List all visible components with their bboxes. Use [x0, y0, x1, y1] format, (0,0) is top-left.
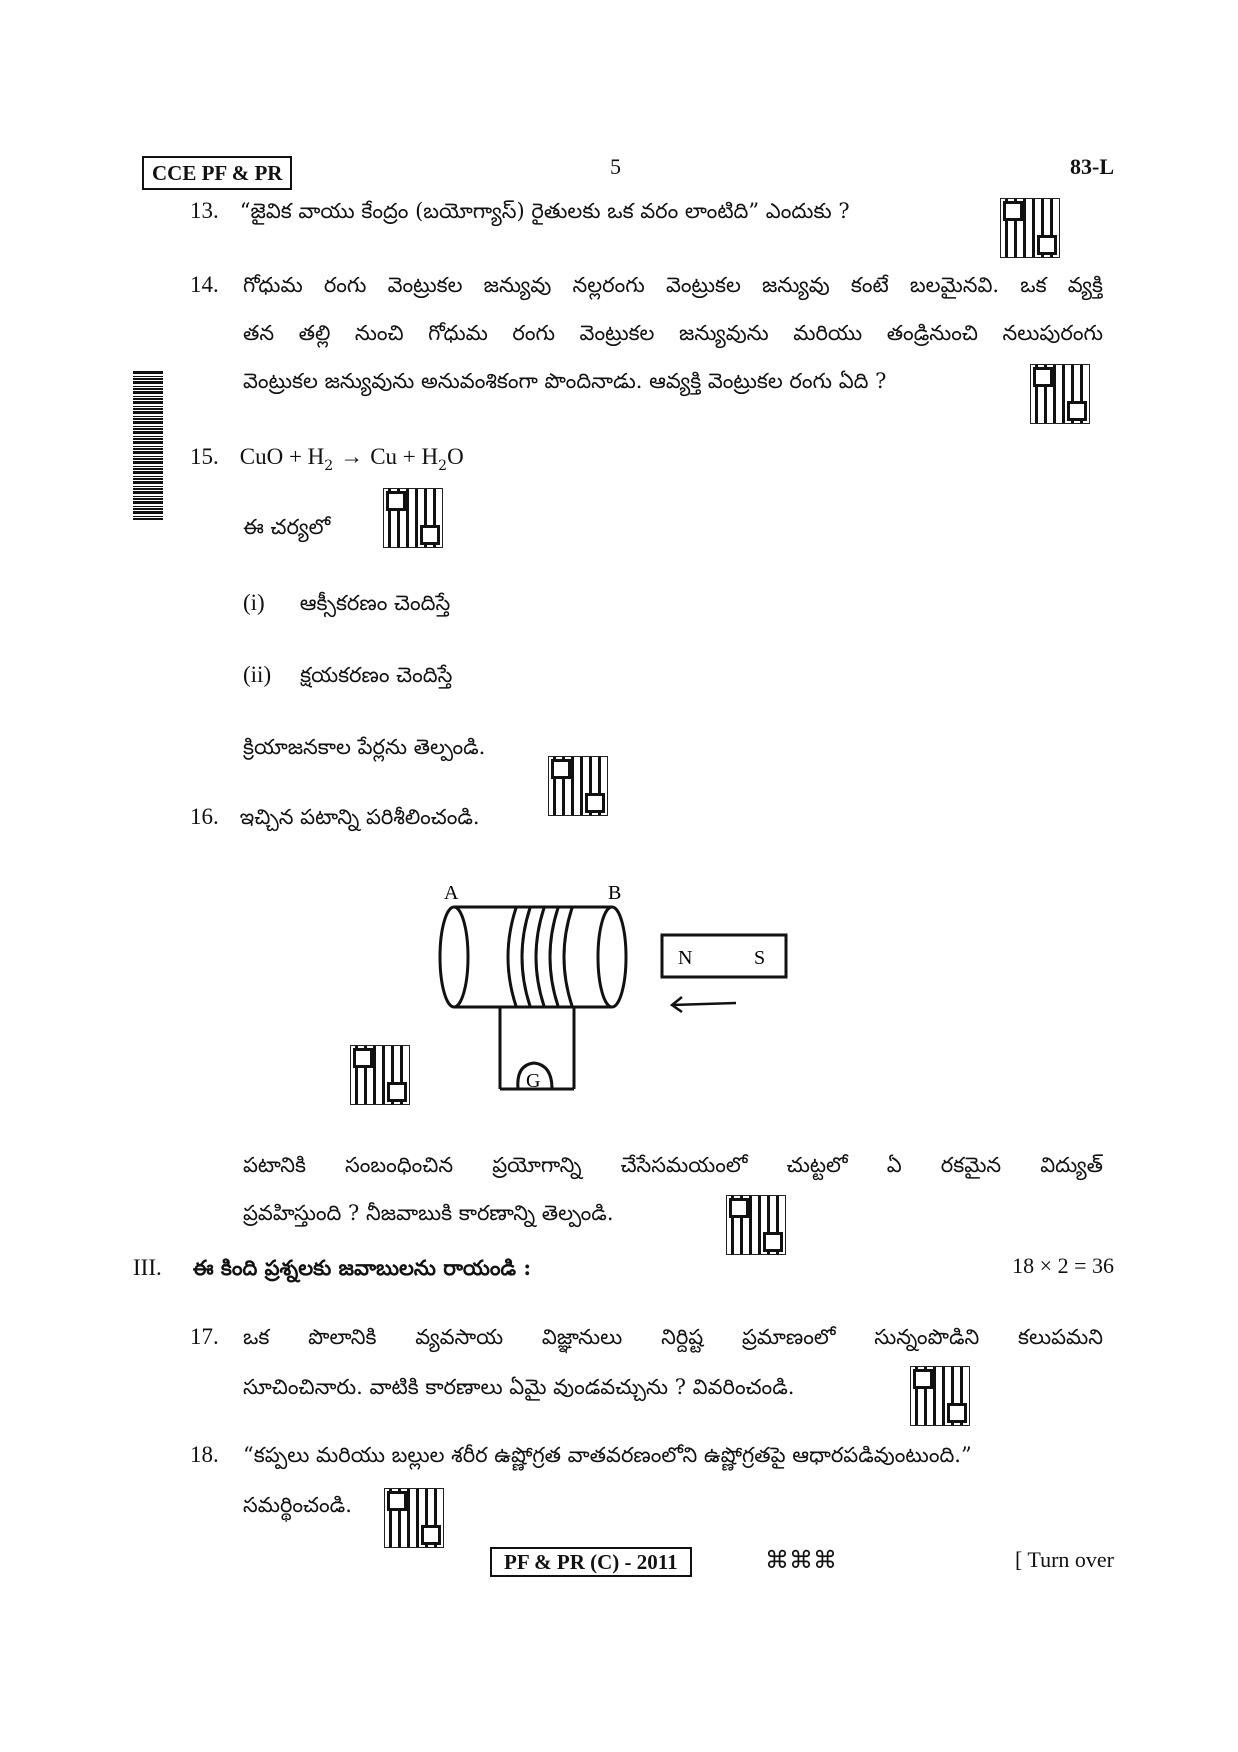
question-14-line-1: గోధుమ రంగు వెంట్రుకల జన్యువు నల్లరంగు వెంట్రుకల జన్యువు కంటే బలమైనవి. ఒక వ్యక్తి	[243, 273, 1103, 297]
qr-code	[384, 1488, 444, 1548]
qr-code	[548, 756, 608, 816]
footer-ornament: ⌘⌘⌘	[765, 1546, 837, 1574]
section-marks: 18 × 2 = 36	[1012, 1253, 1114, 1278]
coil-windings	[508, 908, 572, 1006]
question-number: 13.	[190, 198, 219, 223]
question-18-line-2: సమర్థించండి.	[243, 1493, 352, 1517]
galvanometer	[518, 1063, 552, 1092]
label-g: G	[526, 1070, 541, 1092]
question-14-line-2: తన తల్లి నుంచి గోధుమ రంగు వెంట్రుకల జన్యువును మరియు తండ్రినుంచి నలుపురంగు	[243, 321, 1103, 345]
part-label: (ii)	[243, 662, 272, 687]
question-16-paragraph-line-2: ప్రవహిస్తుంది ? నీజవాబుకి కారణాన్ని తెల్పండి.	[243, 1201, 614, 1225]
question-text: “జైవిక వాయు కేంద్రం (బయోగ్యాస్) రైతులకు ఒక వరం లాంటిది” ఎందుకు ?	[239, 199, 850, 223]
direction-arrow	[672, 997, 736, 1012]
question-17-line-1: ఒక పొలానికి వ్యవసాయ విజ్ఞానులు నిర్దిష్ట ప్రమాణంలో సున్నంపొడిని కలుపమని	[243, 1325, 1103, 1349]
series-label: CCE PF & PR	[142, 156, 292, 190]
question-text: ఇచ్చిన పటాన్ని పరిశీలించండి.	[239, 805, 480, 829]
question-17-number	[190, 1322, 219, 1353]
question-15-part-ii	[243, 660, 452, 691]
section-iii-heading	[133, 1253, 531, 1284]
question-14-line-3: వెంట్రుకల జన్యువును అనువంశికంగా పొందినాడు. ఆవ్యక్తి వెంట్రుకల రంగు ఏది ?	[243, 369, 887, 393]
coil-cylinder	[440, 907, 626, 1007]
equation-products-tail: O	[447, 444, 464, 469]
question-15-intro: ఈ చర్యలో	[243, 515, 331, 539]
page-number: 5	[610, 154, 621, 179]
subscript: 2	[324, 458, 334, 474]
question-17-line-2: సూచించినారు. వాటికి కారణాలు ఏమై వుండవచ్చును ? వివరించండి.	[243, 1375, 795, 1399]
equation-products: Cu + H	[370, 444, 439, 469]
label-b: B	[608, 882, 622, 904]
question-15-closing: క్రియాజనకాల పేర్లను తెల్పండి.	[243, 735, 486, 759]
question-number: 17.	[190, 1324, 219, 1349]
question-18-number	[190, 1440, 219, 1471]
footer-paper-code: PF & PR (C) - 2011	[490, 1547, 692, 1577]
question-13	[190, 196, 850, 227]
reaction-arrow: →	[340, 444, 364, 469]
subscript: 2	[438, 458, 448, 474]
part-text: ఆక్సీకరణం చెందిస్తే	[299, 591, 451, 615]
question-number: 16.	[190, 804, 219, 829]
question-number: 15.	[190, 444, 219, 469]
qr-code	[383, 488, 443, 548]
barcode	[133, 370, 163, 520]
coil-magnet-diagram	[430, 875, 810, 1105]
label-n: N	[678, 947, 693, 969]
question-14-number	[190, 270, 219, 301]
section-instruction: ఈ కింది ప్రశ్నలకు జవాబులను రాయండి :	[192, 1255, 532, 1280]
question-number: 18.	[190, 1442, 219, 1467]
bar-magnet	[662, 935, 786, 977]
qr-code	[350, 1045, 410, 1105]
question-16	[190, 802, 480, 833]
label-a: A	[444, 882, 459, 904]
equation-reactants: CuO + H	[239, 444, 325, 469]
section-number: III.	[133, 1255, 162, 1280]
label-s: S	[754, 947, 766, 969]
qr-code	[910, 1366, 970, 1426]
question-number: 14.	[190, 272, 219, 297]
question-16-paragraph-line-1: పటానికి సంబంధించిన ప్రయోగాన్ని చేసేసమయంలో చుట్టలో ఏ రకమైన విద్యుత్	[243, 1153, 1103, 1177]
question-15-part-i	[243, 588, 450, 619]
part-label: (i)	[243, 590, 265, 615]
qr-code	[1030, 364, 1090, 424]
part-text: క్షయకరణం చెందిస్తే	[300, 663, 453, 687]
turn-over-label: [ Turn over	[1014, 1547, 1114, 1572]
paper-code: 83-L	[1070, 154, 1114, 179]
question-18-line-1: “కప్పలు మరియు బల్లుల శరీర ఉష్ణోగ్రత వాతవరణంలోని ఉష్ణోగ్రతపై ఆధారపడివుంటుంది.”	[243, 1443, 972, 1467]
question-15-equation	[190, 442, 464, 481]
qr-code	[1000, 198, 1060, 258]
qr-code	[726, 1195, 786, 1255]
